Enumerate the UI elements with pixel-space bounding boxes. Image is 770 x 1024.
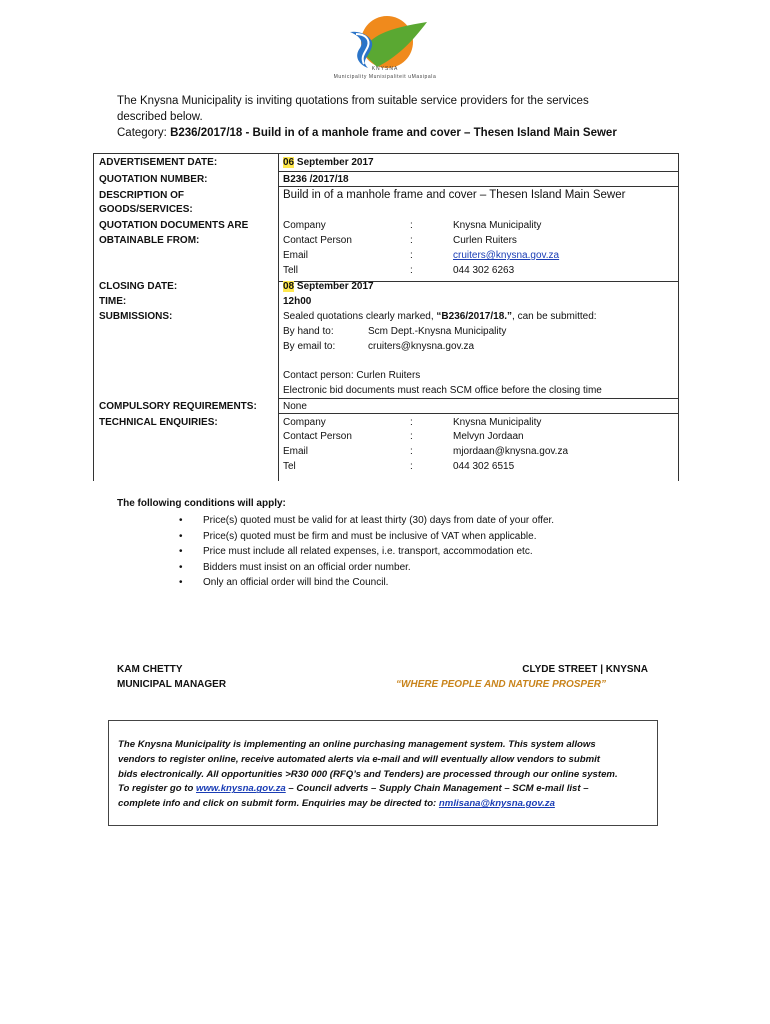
docs-tel-key: Tell xyxy=(283,265,299,276)
knysna-logo xyxy=(342,12,434,74)
time-value: 12h00 xyxy=(283,296,312,307)
tech-contact-value: Melvyn Jordaan xyxy=(453,431,524,442)
by-hand-value: Scm Dept.-Knysna Municipality xyxy=(368,326,507,337)
tech-company-value: Knysna Municipality xyxy=(453,417,542,428)
quotation-number-value: B236 /2017/18 xyxy=(283,174,349,185)
advertisement-date-label: ADVERTISEMENT DATE: xyxy=(99,157,218,168)
tech-tel-key: Tel xyxy=(283,461,296,472)
docs-contact-key: Contact Person xyxy=(283,235,352,246)
documents-label-2: OBTAINABLE FROM: xyxy=(99,235,200,246)
logo-tagline: Municipality Munisipaliteit uMasipala xyxy=(333,74,437,80)
technical-enquiries-label: TECHNICAL ENQUIRIES: xyxy=(99,417,218,428)
docs-tel-value: 044 302 6263 xyxy=(453,265,515,276)
notice-text: The Knysna Municipality is implementing an online purchasing management system. This system allows vendors to register online, receive automated alerts via e-mail and will eventually allow vendors to submit bids electronically. All opportunities >R30 000 (RFQ’s and Tenders) are processed through our online system. To register go to www.knysna.gov.za – Council adverts – Supply Chain Management – SCM e-mail list – complete info and click on submit form. Enquiries may be directed to: nmlisana@knysna.gov.za xyxy=(118,739,618,810)
submission-contact-line: Contact person: Curlen Ruiters xyxy=(283,370,421,381)
tech-email-key: Email xyxy=(283,446,309,457)
submissions-line-1: Sealed quotations clearly marked, “B236/2017/18.”, can be submitted: xyxy=(283,311,597,322)
logo-name: KNYSNA xyxy=(371,66,399,72)
documents-label-1: QUOTATION DOCUMENTS ARE xyxy=(99,220,249,231)
intro-line-1: The Knysna Municipality is inviting quotations from suitable service providers for the services xyxy=(117,95,589,107)
submissions-label: SUBMISSIONS: xyxy=(99,311,173,322)
quotation-table: ADVERTISEMENT DATE: 06 September 2017 QUOTATION NUMBER: B236 /2017/18 DESCRIPTION OF GOODS/SERVICES: Build in of a manhole frame and cover – Thesen Island Main Sewer QUOTATION DOCUMENTS ARE OBTAINABLE FROM: Company : Knysna Municipality Contact Person : Curlen Ruiters Email : cruiters@knysna.gov.za Tell : 044 302 6263 CLOSING DATE: 08 September 2017 TIME: 12h00 SUBMISSIONS: Sealed quotations clearly marked, “B236/2017/18.”, can be submitted: By hand to: Scm Dept.-Knysna Municipality By email to: cruiters@knysna.gov.za Contact person: Curlen Ruiters Electronic bid documents must reach SCM office before the closing time COMPULSORY REQUIREMENTS: None TECHNICAL ENQUIRIES: Company : Knysna Municipality Contact Person : Melvyn Jordaan Email : mjordaan@knysna.gov.za Tel : 044 302 6515 xyxy=(93,153,679,481)
quotation-number-label: QUOTATION NUMBER: xyxy=(99,174,208,185)
tech-contact-key: Contact Person xyxy=(283,431,352,442)
address-line: CLYDE STREET | KNYSNA xyxy=(522,664,648,675)
intro-paragraph xyxy=(117,93,657,141)
enquiries-email-link[interactable]: nmlisana@knysna.gov.za xyxy=(438,798,555,810)
motto: “WHERE PEOPLE AND NATURE PROSPER” xyxy=(395,679,606,690)
advertisement-date-value: 06 September 2017 xyxy=(283,157,374,168)
condition-item: • Price(s) quoted must be firm and must be inclusive of VAT when applicable. xyxy=(179,530,537,542)
docs-company-value: Knysna Municipality xyxy=(453,220,542,231)
intro-category: Category: B236/2017/18 - Build in of a manhole frame and cover – Thesen Island Main Sewer xyxy=(117,127,617,139)
tech-company-key: Company xyxy=(283,417,326,428)
condition-item: • Price must include all related expenses, i.e. transport, accommodation etc. xyxy=(179,546,533,557)
docs-email-key: Email xyxy=(283,250,309,261)
signatory-title: MUNICIPAL MANAGER xyxy=(117,679,227,690)
condition-item: • Price(s) quoted must be valid for at least thirty (30) days from date of your offer. xyxy=(179,515,555,526)
electronic-bid-line: Electronic bid documents must reach SCM office before the closing time xyxy=(283,385,602,396)
tech-tel-value: 044 302 6515 xyxy=(453,461,515,472)
docs-contact-value: Curlen Ruiters xyxy=(453,235,517,246)
intro-line-2: described below. xyxy=(117,111,203,123)
tech-email-value: mjordaan@knysna.gov.za xyxy=(453,446,569,457)
docs-company-key: Company xyxy=(283,220,326,231)
conditions-title: The following conditions will apply: xyxy=(117,498,286,509)
compulsory-label: COMPULSORY REQUIREMENTS: xyxy=(99,401,257,412)
condition-item: • Bidders must insist on an official order number. xyxy=(179,561,411,573)
description-label-2: GOODS/SERVICES: xyxy=(99,204,193,215)
compulsory-value: None xyxy=(283,401,307,412)
closing-date-value: 08 September 2017 xyxy=(283,281,374,292)
by-email-key: By email to: xyxy=(283,341,336,352)
conditions-list xyxy=(176,513,656,591)
description-label-1: DESCRIPTION OF xyxy=(99,190,185,201)
by-email-value: cruiters@knysna.gov.za xyxy=(368,341,475,352)
time-label: TIME: xyxy=(99,296,127,307)
category-value: B236/2017/18 - Build in of a manhole frame and cover – Thesen Island Main Sewer xyxy=(170,127,617,139)
description-value: Build in of a manhole frame and cover – Thesen Island Main Sewer xyxy=(283,189,626,201)
website-link[interactable]: www.knysna.gov.za xyxy=(196,783,286,795)
docs-email-link[interactable]: cruiters@knysna.gov.za xyxy=(453,250,560,261)
closing-date-label: CLOSING DATE: xyxy=(99,281,178,292)
condition-item: • Only an official order will bind the Council. xyxy=(179,577,389,588)
by-hand-key: By hand to: xyxy=(283,326,334,337)
signatory-name: KAM CHETTY xyxy=(117,664,183,675)
